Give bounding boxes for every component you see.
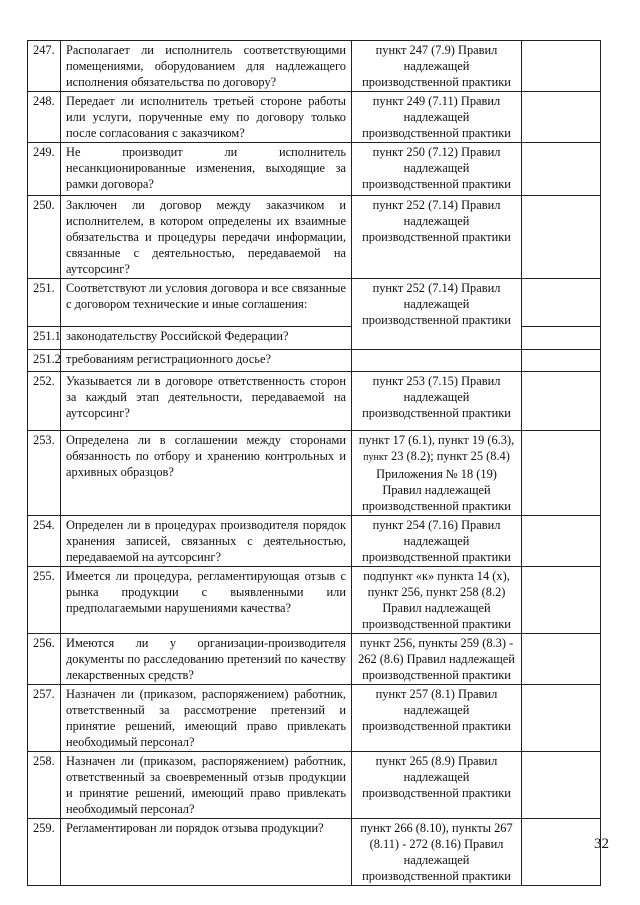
table-row	[28, 350, 601, 372]
row-number: 251.1	[28, 327, 61, 350]
table-row	[28, 819, 601, 886]
reference-text: пункт 254 (7.16) Правил надлежащей производственной практики	[352, 516, 522, 567]
answer-cell[interactable]	[522, 41, 601, 92]
reference-empty	[352, 350, 522, 372]
row-number: 249.	[28, 143, 61, 196]
reference-text: пункт 252 (7.14) Правил надлежащей производственной практики	[352, 279, 522, 350]
row-number: 258.	[28, 752, 61, 819]
row-number: 252.	[28, 372, 61, 431]
table-row	[28, 685, 601, 752]
table-row	[28, 634, 601, 685]
answer-cell[interactable]	[522, 516, 601, 567]
reference-text: пункт 265 (8.9) Правил надлежащей производственной практики	[352, 752, 522, 819]
question-text: Указывается ли в договоре ответственность сторон за каждый этап деятельности, передаваемой на аутсорсинг?	[61, 372, 352, 431]
question-text: Регламентирован ли порядок отзыва продукции?	[61, 819, 352, 886]
reference-line	[357, 448, 516, 466]
reference-small-text: пункт	[363, 452, 388, 463]
reference-text: подпункт «к» пункта 14 (х), пункт 256, пункт 258 (8.2) Правил надлежащей производственной практики	[352, 567, 522, 634]
question-text: Соответствуют ли условия договора и все связанные с договором технические и иные соглашения:	[61, 279, 352, 327]
reference-text: пункт 256, пункты 259 (8.3) - 262 (8.6) Правил надлежащей производственной практики	[352, 634, 522, 685]
question-text: Заключен ли договор между заказчиком и исполнителем, в котором определены их взаимные обязательства и процедуры передачи информации, связанные с деятельностью, передаваемой на аутсорсинг?	[61, 196, 352, 279]
answer-cell[interactable]	[522, 819, 601, 886]
table-row	[28, 279, 601, 327]
reference-text: пункт 249 (7.11) Правил надлежащей производственной практики	[352, 92, 522, 143]
question-text: Не производит ли исполнитель несанкционированные изменения, выходящие за рамки договора?	[61, 143, 352, 196]
answer-cell[interactable]	[522, 196, 601, 279]
table-row	[28, 196, 601, 279]
answer-cell[interactable]	[522, 143, 601, 196]
answer-cell[interactable]	[522, 634, 601, 685]
row-number: 251.2	[28, 350, 61, 372]
answer-cell[interactable]	[522, 372, 601, 431]
answer-cell[interactable]	[522, 350, 601, 372]
table-row	[28, 41, 601, 92]
reference-text	[352, 431, 522, 516]
row-number: 250.	[28, 196, 61, 279]
answer-cell[interactable]	[522, 567, 601, 634]
row-number: 259.	[28, 819, 61, 886]
reference-text: пункт 252 (7.14) Правил надлежащей производственной практики	[352, 196, 522, 279]
row-number: 247.	[28, 41, 61, 92]
row-number: 253.	[28, 431, 61, 516]
question-text: Определена ли в соглашении между сторонами обязанность по отбору и хранению контрольных и архивных образцов?	[61, 431, 352, 516]
reference-line-part: 23 (8.2); пункт 25 (8.4)	[387, 449, 510, 463]
question-text: Располагает ли исполнитель соответствующими помещениями, оборудованием для надлежащего исполнения обязательства по договору?	[61, 41, 352, 92]
question-text: Назначен ли (приказом, распоряжением) работник, ответственный за рассмотрение претензий и принятие решений, имеющий право привлекать необходимый персонал?	[61, 685, 352, 752]
page-number: 32	[594, 836, 609, 852]
table-row	[28, 143, 601, 196]
question-text: Назначен ли (приказом, распоряжением) работник, ответственный за своевременный отзыв продукции и принятие решений, имеющий право привлекать необходимый персонал?	[61, 752, 352, 819]
table-row	[28, 92, 601, 143]
row-number: 256.	[28, 634, 61, 685]
reference-text: пункт 253 (7.15) Правил надлежащей производственной практики	[352, 372, 522, 431]
answer-cell[interactable]	[522, 752, 601, 819]
question-text: Имеются ли у организации-производителя документы по расследованию претензий по качеству лекарственных средств?	[61, 634, 352, 685]
table-row	[28, 431, 601, 516]
answer-cell[interactable]	[522, 685, 601, 752]
question-text: Передает ли исполнитель третьей стороне работы или услуги, порученные ему по договору только после согласования с заказчиком?	[61, 92, 352, 143]
reference-line: пункт 17 (6.1), пункт 19 (6.3),	[358, 433, 515, 447]
table-row	[28, 567, 601, 634]
table-row	[28, 516, 601, 567]
row-number: 248.	[28, 92, 61, 143]
row-number: 257.	[28, 685, 61, 752]
reference-line: Приложения № 18 (19)	[376, 467, 497, 481]
answer-cell[interactable]	[522, 327, 601, 350]
question-text: Имеется ли процедура, регламентирующая отзыв с рынка продукции с выявленными или предполагаемыми нарушениями качества?	[61, 567, 352, 634]
answer-cell[interactable]	[522, 279, 601, 327]
question-text: Определен ли в процедурах производителя порядок хранения записей, связанных с деятельностью, передаваемой на аутсорсинг?	[61, 516, 352, 567]
row-number: 255.	[28, 567, 61, 634]
checklist-table	[27, 40, 601, 886]
row-number: 254.	[28, 516, 61, 567]
answer-cell[interactable]	[522, 92, 601, 143]
reference-line: Правил надлежащей производственной практики	[362, 483, 511, 513]
reference-text: пункт 250 (7.12) Правил надлежащей производственной практики	[352, 143, 522, 196]
question-text: законодательству Российской Федерации?	[61, 327, 352, 350]
reference-text: пункт 247 (7.9) Правил надлежащей производственной практики	[352, 41, 522, 92]
answer-cell[interactable]	[522, 431, 601, 516]
question-text: требованиям регистрационного досье?	[61, 350, 352, 372]
reference-text: пункт 257 (8.1) Правил надлежащей производственной практики	[352, 685, 522, 752]
row-number: 251.	[28, 279, 61, 327]
reference-text: пункт 266 (8.10), пункты 267 (8.11) - 272 (8.16) Правил надлежащей производственной практики	[352, 819, 522, 886]
table-row	[28, 372, 601, 431]
table-row	[28, 752, 601, 819]
